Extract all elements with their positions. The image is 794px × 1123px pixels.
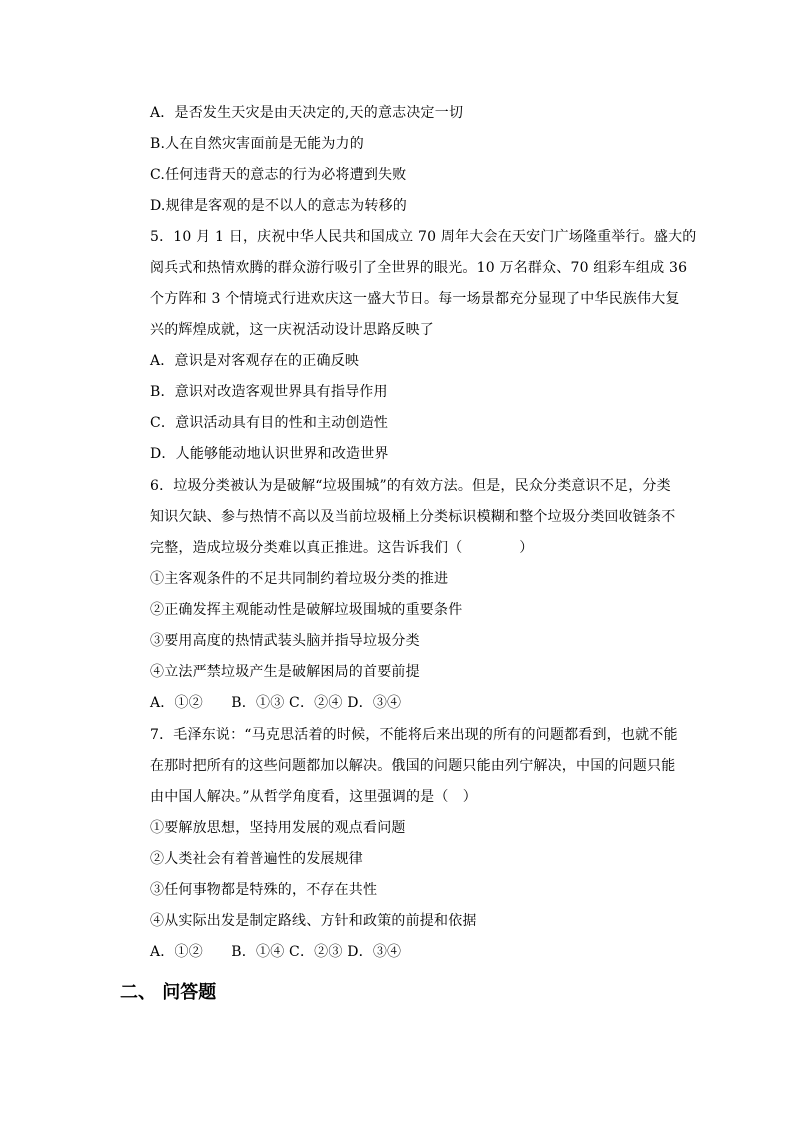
q7-stem-line-2: 在那时把所有的这些问题都加以解决。俄国的问题只能由列宁解决，中国的问题只能 <box>150 758 676 774</box>
q5-option-a: A．意识是对客观存在的正确反映 <box>150 353 360 369</box>
q6-stem-line-3: 完整，造成垃圾分类难以真正推进。这告诉我们（ ） <box>150 540 534 556</box>
q5-stem-line-2: 阅兵式和热情欢腾的群众游行吸引了全世界的眼光。10 万名群众、70 组彩车组成 36 <box>150 260 688 276</box>
q4-option-d: D.规律是客观的是不以人的意志为转移的 <box>150 198 407 214</box>
q7-statement-3: ③任何事物都是特殊的，不存在共性 <box>150 882 378 898</box>
q5-option-c: C．意识活动具有目的性和主动创造性 <box>150 415 389 431</box>
q7-stem-line-1: 7．毛泽东说：“马克思活着的时候，不能将后来出现的所有的问题都看到，也就不能 <box>150 727 678 743</box>
q6-answer-options: A．①② B．①③ C．②④ D．③④ <box>150 695 402 711</box>
section-title: 二、 问答题 <box>120 982 217 1003</box>
q5-stem-line-4: 兴的辉煌成就，这一庆祝活动设计思路反映了 <box>150 322 434 338</box>
q4-option-b: B.人在自然灾害面前是无能为力的 <box>150 136 364 152</box>
q6-stem-line-1: 6．垃圾分类被认为是破解“垃圾围城”的有效方法。但是，民众分类意识不足，分类 <box>150 478 671 494</box>
q5-stem-line-3: 个方阵和 3 个情境式行进欢庆这一盛大节日。每一场景都充分显现了中华民族伟大复 <box>150 291 680 307</box>
q4-option-c: C.任何违背天的意志的行为必将遭到失败 <box>150 167 407 183</box>
q7-statement-4: ④从实际出发是制定路线、方针和政策的前提和依据 <box>150 913 477 929</box>
q6-statement-1: ①主客观条件的不足共同制约着垃圾分类的推进 <box>150 571 449 587</box>
q7-statement-2: ②人类社会有着普遍性的发展规律 <box>150 851 363 867</box>
q7-statement-1: ①要解放思想，坚持用发展的观点看问题 <box>150 820 406 836</box>
q5-option-d: D．人能够能动地认识世界和改造世界 <box>150 446 389 462</box>
q7-stem-line-3: 由中国人解决。”从哲学角度看，这里强调的是（ ） <box>150 789 477 805</box>
q7-answer-options: A．①② B．①④ C．②③ D．③④ <box>150 944 402 960</box>
q6-statement-4: ④立法严禁垃圾产生是破解困局的首要前提 <box>150 664 420 680</box>
q4-option-a: A．是否发生天灾是由天决定的,天的意志决定一切 <box>150 105 464 121</box>
q6-stem-line-2: 知识欠缺、参与热情不高以及当前垃圾桶上分类标识模糊和整个垃圾分类回收链条不 <box>150 509 676 525</box>
q5-stem-line-1: 5．10 月 1 日，庆祝中华人民共和国成立 70 周年大会在天安门广场隆重举行。盛大的 <box>150 229 697 245</box>
q5-option-b: B．意识对改造客观世界具有指导作用 <box>150 384 388 400</box>
q6-statement-3: ③要用高度的热情武装头脑并指导垃圾分类 <box>150 633 420 649</box>
q6-statement-2: ②正确发挥主观能动性是破解垃圾围城的重要条件 <box>150 602 463 618</box>
